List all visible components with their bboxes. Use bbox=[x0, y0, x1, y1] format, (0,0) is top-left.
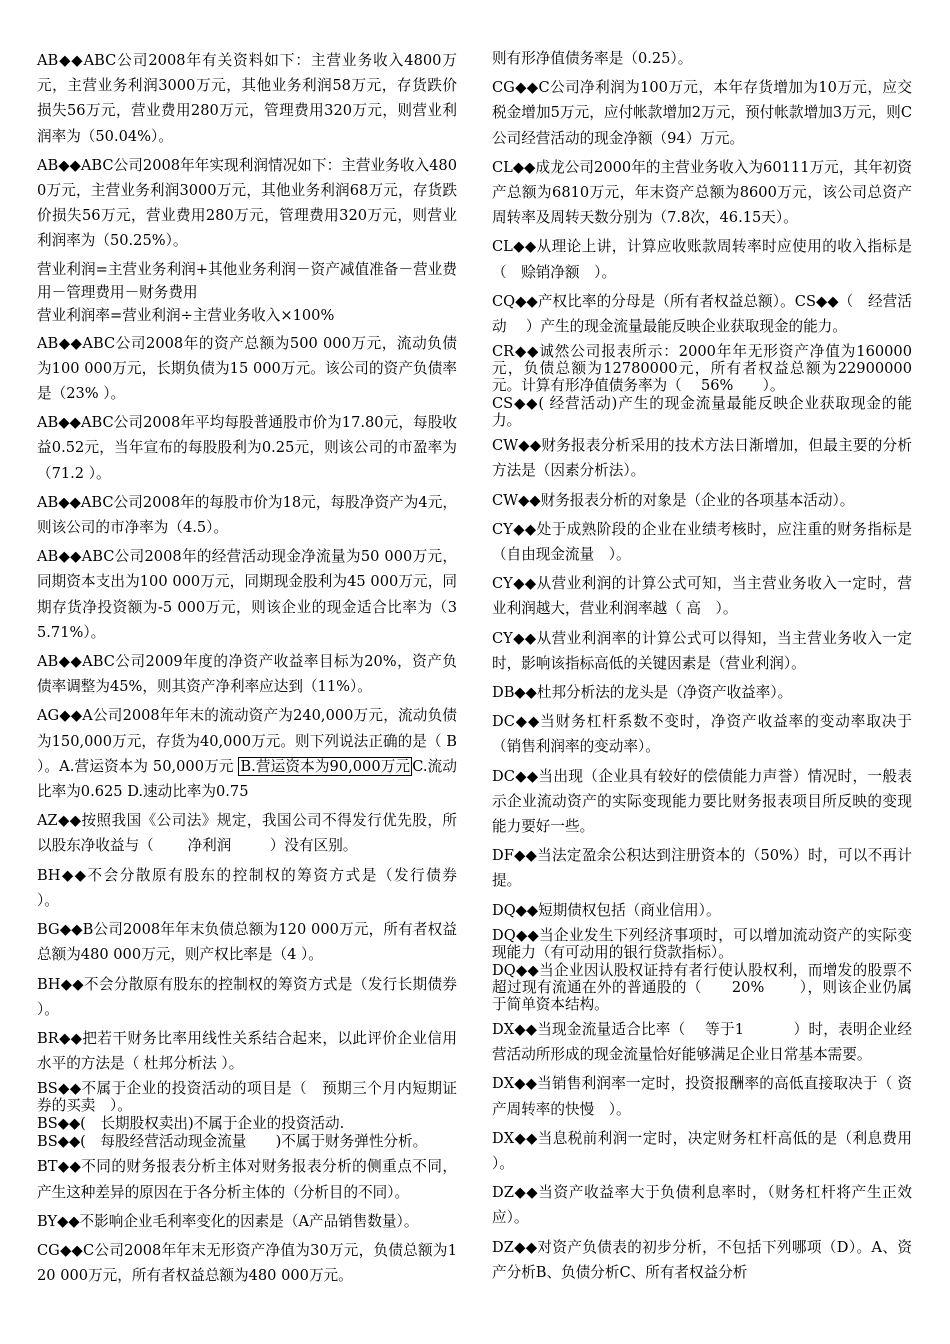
question-item: CY◆◆从营业利润率的计算公式可以得知，当主营业务收入一定时，影响该指标高低的关键因素是（营业利润）。 bbox=[492, 629, 912, 672]
boxed-answer: B.营运资本为90,000万元 bbox=[240, 757, 411, 775]
question-item: AZ◆◆按照我国《公司法》规定，我国公司不得发行优先股，所以股东净收益与（ 净利润 ）没有区别。 bbox=[37, 812, 457, 855]
question-item: DX◆◆当销售利润率一定时，投资报酬率的高低直接取决于（ 资产周转率的快慢 ）。 bbox=[492, 1075, 912, 1118]
question-item: CG◆◆C公司2008年年末无形资产净值为30万元，负债总额为120 000万元，所有者权益总额为480 000万元。 bbox=[37, 1241, 457, 1285]
question-item: 则有形净值债务率是（0.25）。 bbox=[492, 50, 693, 67]
question-item-ag bbox=[37, 703, 462, 804]
question-item: AB◆◆ABC公司2008年的经营活动现金净流量为50 000万元，同期资本支出为100 000万元，同期现金股利为45 000万元，同期存货净投资额为-5 000万元，则该企业的现金适合比率为（35.71%）。 bbox=[37, 548, 457, 641]
question-item: CS◆◆( 经营活动)产生的现金流量最能反映企业获取现金的能力。 bbox=[492, 395, 912, 430]
question-item: AB◆◆ABC公司2009年度的净资产收益率目标为20%，资产负债率调整为45%，则其资产净利率应达到（11%）。 bbox=[37, 653, 457, 696]
formula-text: 营业利润率=营业利润÷主营业务收入×100% bbox=[37, 306, 335, 324]
left-column bbox=[37, 48, 487, 1292]
question-item: BS◆◆( 每股经营活动现金流量 )不属于财务弹性分析。 bbox=[37, 1133, 428, 1151]
ag-text: AG◆◆A公司2008年年末的流动资产为240,000万元，流动负债为150,000万元，存货为40,000万元。则下列说法正确的是（ B ）。A.营运资本为 50,000万元 bbox=[37, 707, 462, 775]
question-item: DX◆◆当息税前利润一定时，决定财务杠杆高低的是（利息费用 ）。 bbox=[492, 1129, 917, 1172]
question-item: CL◆◆从理论上讲，计算应收账款周转率时应使用的收入指标是（ 赊销净额 ）。 bbox=[492, 238, 912, 281]
question-item: AB◆◆ABC公司2008年的资产总额为500 000万元，流动负债为100 000万元，长期负债为15 000万元。该公司的资产负债率是（23% ）。 bbox=[37, 334, 457, 403]
question-item: DF◆◆当法定盈余公积达到注册资本的（50%）时，可以不再计提。 bbox=[492, 847, 912, 890]
question-item: DB◆◆杜邦分析法的龙头是（净资产收益率）。 bbox=[492, 684, 793, 702]
question-item: BT◆◆不同的财务报表分析主体对财务报表分析的侧重点不同，产生这种差异的原因在于各分析主体的（分析目的不同）。 bbox=[37, 1158, 457, 1201]
question-item: AB◆◆ABC公司2008年年实现利润情况如下：主营业务收入4800万元，主营业务利润3000万元，其他业务利润68万元，存货跌价损失56万元，营业费用280万元，管理费用320万元，则营业利润率为（50.25%）。 bbox=[37, 156, 457, 250]
question-item: CW◆◆财务报表分析采用的技术方法日渐增加，但最主要的分析方法是（因素分析法）。 bbox=[492, 437, 912, 480]
right-column bbox=[492, 46, 917, 1289]
question-item: DC◆◆当财务杠杆系数不变时，净资产收益率的变动率取决于（销售利润率的变动率）。 bbox=[492, 713, 912, 756]
question-item: DX◆◆当现金流量适合比率（ 等于1 ）时，表明企业经营活动所形成的现金流量恰好能够满足企业日常基本需要。 bbox=[492, 1020, 912, 1064]
question-item: DQ◆◆当企业因认股权证持有者行使认股权利，而增发的股票不超过现有流通在外的普通股的（ 20% ），则该企业仍属于简单资本结构。 bbox=[492, 961, 912, 1013]
question-item: AB◆◆ABC公司2008年的每股市价为18元，每股净资产为4元，则该公司的市净率为（4.5）。 bbox=[37, 493, 457, 537]
question-item: AB◆◆ABC公司2008年平均每股普通股市价为17.80元，每股收益0.52元，当年宣布的每股股利为0.25元，则该公司的市盈率为（71.2 ）。 bbox=[37, 414, 457, 482]
question-item: BY◆◆不影响企业毛利率变化的因素是（A产品销售数量）。 bbox=[37, 1212, 419, 1230]
question-item: DQ◆◆当企业发生下列经济事项时，可以增加流动资产的实际变现能力（有可动用的银行贷款指标）。 bbox=[492, 926, 912, 961]
formula-text: 营业利润=主营业务利润+其他业务利润－资产减值准备－营业费用－管理费用－财务费用 bbox=[37, 260, 457, 301]
question-item: DZ◆◆对资产负债表的初步分析，不包括下列哪项（D）。A、资产分析B、负债分析C、所有者权益分析 bbox=[492, 1238, 912, 1281]
question-item: CW◆◆财务报表分析的对象是（企业的各项基本活动）。 bbox=[492, 491, 855, 509]
question-item: BG◆◆B公司2008年年末负债总额为120 000万元，所有者权益总额为480 000万元，则产权比率是（4 ）。 bbox=[37, 921, 457, 964]
question-item: BH◆◆不会分散原有股东的控制权的筹资方式是（发行债券 ）。 bbox=[37, 866, 487, 909]
question-item: CR◆◆诚然公司报表所示：2000年年无形资产净值为160000元，负债总额为12780000元，所有者权益总额为22900000元。计算有形净值债务率为（ 56% ）。 bbox=[492, 343, 912, 395]
question-item: CQ◆◆产权比率的分母是（所有者权益总额）。CS◆◆（ 经营活动 ）产生的现金流量最能反映企业获取现金的能力。 bbox=[492, 292, 912, 336]
question-item: CL◆◆成龙公司2000年的主营业务收入为60111万元，其年初资产总额为6810万元，年末资产总额为8600万元，该公司总资产周转率及周转天数分别为（7.8次，46.15天）。 bbox=[492, 158, 912, 227]
question-item: BH◆◆不会分散原有股东的控制权的筹资方式是（发行长期债券 ）。 bbox=[37, 975, 462, 1018]
question-item: BS◆◆( 长期股权卖出)不属于企业的投资活动. bbox=[37, 1115, 345, 1133]
question-item: BS◆◆不属于企业的投资活动的项目是（ 预期三个月内短期证券的买卖 ）。 bbox=[37, 1080, 457, 1115]
question-item: BR◆◆把若干财务比率用线性关系结合起来，以此评价企业信用水平的方法是（ 杜邦分析法 ）。 bbox=[37, 1029, 457, 1073]
question-item: DQ◆◆短期债权包括（商业信用）。 bbox=[492, 901, 721, 919]
question-item: DZ◆◆当资产收益率大于负债利息率时，（财务杠杆将产生正效应）。 bbox=[492, 1184, 912, 1227]
question-item: DC◆◆当出现（企业具有较好的偿债能力声誉）情况时，一般表示企业流动资产的实际变现能力要比财务报表项目所反映的变现能力要好一些。 bbox=[492, 767, 912, 836]
question-item: CY◆◆处于成熟阶段的企业在业绩考核时，应注重的财务指标是（自由现金流量 ）。 bbox=[492, 520, 912, 564]
question-item: AB◆◆ABC公司2008年有关资料如下：主营业务收入4800万元，主营业务利润3000万元，其他业务利润58万元，存货跌价损失56万元，营业费用280万元，管理费用320万元，则营业利润率为（50.04%）。 bbox=[37, 52, 457, 145]
ag-text: C.流动比率为0.625 D.速动比率为0.75 bbox=[37, 757, 457, 801]
question-item: CG◆◆C公司净利润为100万元，本年存货增加为10万元，应交税金增加5万元，应付帐款增加2万元，预付帐款增加3万元，则C公司经营活动的现金净额（94）万元。 bbox=[492, 79, 912, 147]
question-item: CY◆◆从营业利润的计算公式可知，当主营业务收入一定时，营业利润越大，营业利润率越（ 高 ）。 bbox=[492, 575, 912, 618]
